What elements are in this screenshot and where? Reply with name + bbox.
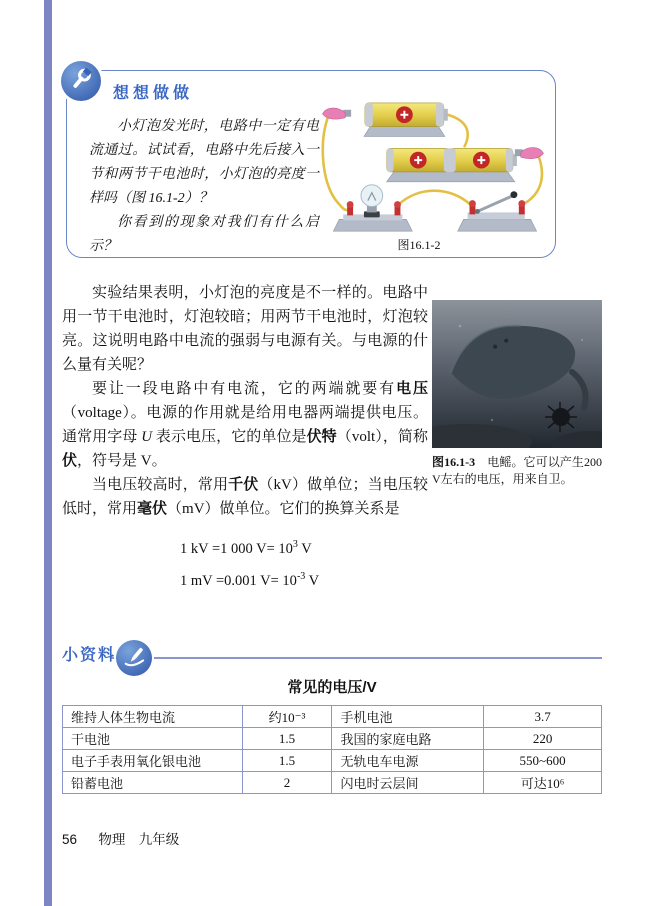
term-fu: 伏	[62, 453, 78, 469]
small-data-label: 小资料	[62, 647, 117, 664]
text-run: ，符号是 V。	[77, 453, 167, 469]
writing-hand-icon	[116, 640, 152, 676]
figure-label: 图16.1-3	[432, 455, 476, 469]
text-run: （kV）做单位；当电压较低时，常用	[62, 477, 428, 517]
wrench-icon	[61, 61, 101, 101]
think-paragraph-1: 小灯泡发光时，电路中一定有电流通过。试试看，电路中先后接入一节和两节干电池时，小灯泡的亮度一样吗（图 16.1-2）？	[89, 119, 319, 206]
term-millivolt: 毫伏	[137, 501, 168, 517]
page-number: 56	[62, 832, 78, 847]
voltage-item: 手机电池	[332, 706, 484, 728]
voltage-value: 1.5	[242, 728, 332, 750]
alligator-clip-right	[515, 148, 544, 159]
voltage-item: 闪电时云层间	[332, 772, 484, 794]
think-box-text	[89, 115, 319, 259]
think-do-box	[66, 70, 556, 258]
paragraph-units	[62, 473, 428, 521]
voltage-item: 我国的家庭电路	[332, 728, 484, 750]
voltage-item: 无轨电车电源	[332, 750, 484, 772]
text-run: 表示电压，它的单位是	[152, 429, 307, 445]
voltage-value: 2	[242, 772, 332, 794]
battery-circuit-illustration	[317, 95, 549, 243]
text-run: 当电压较高时，常用	[92, 477, 229, 493]
light-bulb-holder	[333, 185, 412, 231]
small-data-header	[62, 628, 602, 668]
section-divider-line	[110, 657, 602, 659]
page-footer	[62, 828, 179, 848]
term-kilovolt: 千伏	[228, 477, 259, 493]
unit-conversion-formulas	[62, 531, 428, 595]
text-run: （volt），简称	[336, 429, 428, 445]
table-row	[63, 772, 602, 794]
common-voltages-table	[62, 705, 602, 794]
symbol-U: U	[141, 429, 153, 445]
table-row	[63, 750, 602, 772]
page-edge-bar	[44, 0, 52, 906]
text-run: 要让一段电路中有电流，它的两端就要有	[92, 381, 397, 397]
voltage-value: 3.7	[484, 706, 602, 728]
figure-16-1-2-caption: 图16.1-2	[397, 238, 441, 252]
voltage-value: 1.5	[242, 750, 332, 772]
paragraph-voltage-definition	[62, 377, 428, 473]
footer-subject: 物理	[98, 832, 126, 847]
switch	[458, 191, 537, 231]
think-box-title: 想想做做	[113, 85, 194, 102]
text-run: （voltage）。电源的作用就是给用电器两端提供电压。通常用字母	[62, 405, 428, 445]
voltage-value: 550~600	[484, 750, 602, 772]
voltage-item: 铅蓄电池	[63, 772, 243, 794]
voltage-item: 维持人体生物电流	[63, 706, 243, 728]
table-row	[63, 706, 602, 728]
footer-grade: 九年级	[138, 832, 180, 847]
voltage-item: 电子手表用氧化银电池	[63, 750, 243, 772]
double-battery	[387, 148, 517, 182]
voltage-value: 可达10⁶	[484, 772, 602, 794]
figure-16-1-3	[432, 300, 602, 488]
main-text-column	[62, 281, 428, 595]
figure-16-1-3-caption	[432, 454, 602, 488]
single-battery	[364, 103, 448, 137]
think-paragraph-2: 你看到的现象对我们有什么启示？	[89, 215, 319, 254]
voltage-value: 约10⁻³	[242, 706, 332, 728]
formula-kv: 1 kV =1 000 $V= 10^3$ V	[180, 539, 312, 557]
text-run: （mV）做单位。它们的换算关系是	[167, 501, 400, 517]
circuit-figure	[317, 95, 549, 253]
paragraph-experiment-result: 实验结果表明，小灯泡的亮度是不一样的。电路中用一节干电池时，灯泡较暗；用两节干电池时，灯泡较亮。这说明电路中电流的强弱与电源有关。与电源的什么量有关呢？	[62, 285, 428, 373]
alligator-clip-left	[322, 108, 351, 119]
formula-mv: 1 mV =0.001 $V= 10^{-3}$ V	[180, 570, 320, 589]
figure-caption-text: 电鳐。它可以产生200 V左右的电压，用来自卫。	[432, 455, 602, 486]
term-voltage: 电压	[396, 381, 428, 397]
voltage-value: 220	[484, 728, 602, 750]
small-data-section	[62, 628, 602, 794]
term-volt: 伏特	[306, 429, 337, 445]
voltage-item: 干电池	[63, 728, 243, 750]
table-row	[63, 728, 602, 750]
voltage-table-title: 常见的电压/V	[287, 679, 377, 696]
electric-ray-photo	[432, 300, 602, 448]
